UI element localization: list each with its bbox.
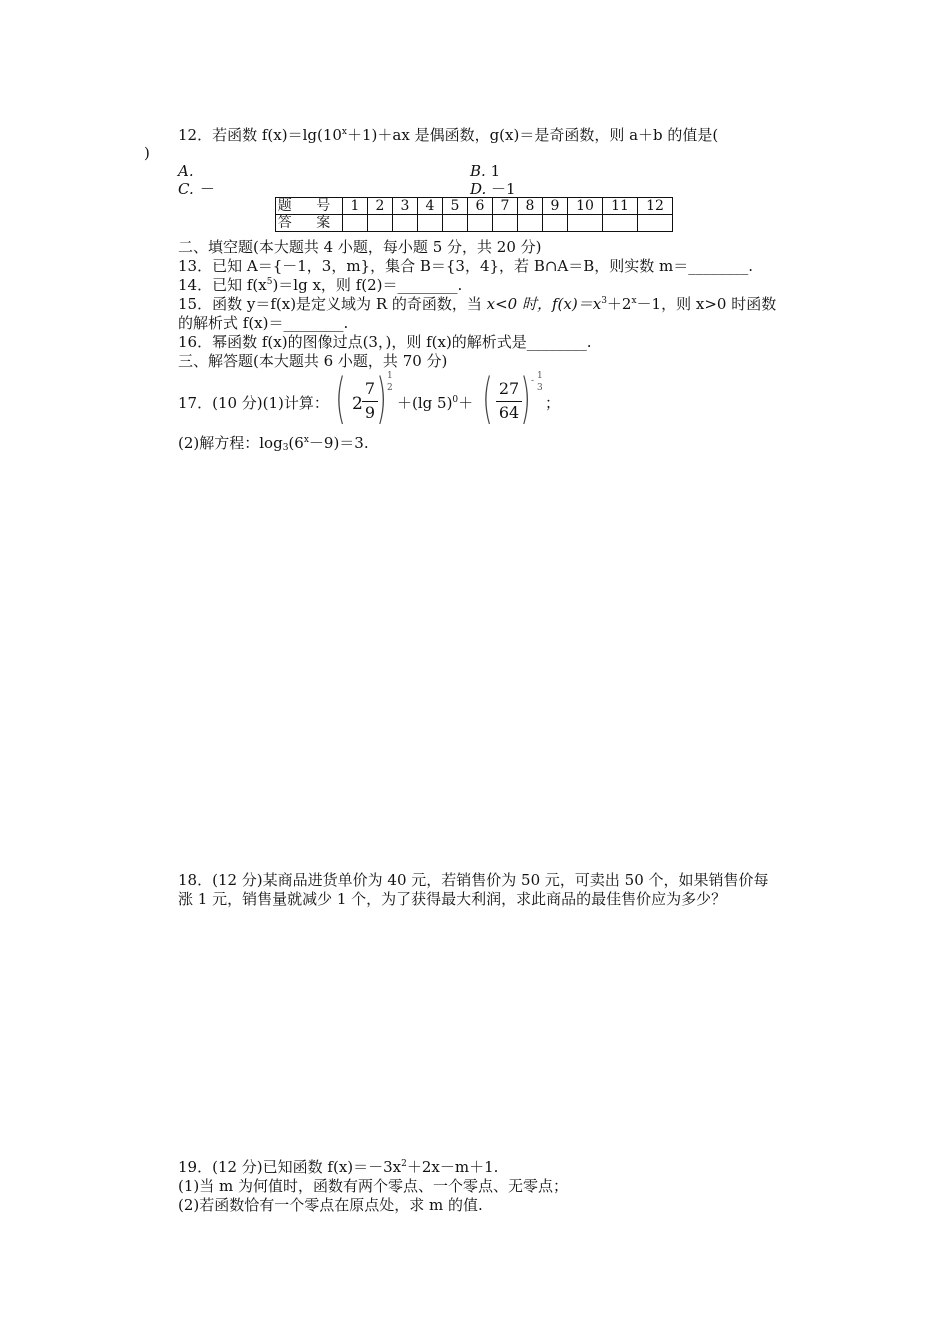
q12-option-b: B. 1 xyxy=(470,162,501,180)
fraction1-numerator: 7 xyxy=(364,379,376,398)
cell-num: 7 xyxy=(493,198,518,215)
q17-part2: (2)解方程：$\log_3(6^x-9)=3$. xyxy=(178,434,369,453)
q12-option-a: A. xyxy=(178,162,194,180)
cell-num: 12 xyxy=(638,198,673,215)
cell-num: 8 xyxy=(518,198,543,215)
q17-whole-number: 2 xyxy=(352,394,363,414)
cell-num: 4 xyxy=(418,198,443,215)
q14: 14．已知 $f(x^5)=\lg$ x，则 f(2)＝________. xyxy=(178,276,463,294)
q13: 13．已知 A＝{－1，3，m}，集合 B＝{3，4}，若 B∩A＝B，则实数 m＝________. xyxy=(178,257,754,275)
q12-line1 xyxy=(178,126,718,144)
q15-line2: 的解析式 f(x)＝________. xyxy=(178,314,349,332)
cell-num: 5 xyxy=(443,198,468,215)
fraction2-denominator: 64 xyxy=(498,403,520,422)
table-row-numbers xyxy=(276,198,673,215)
left-paren-2: ( xyxy=(482,367,493,430)
answer-cell[interactable] xyxy=(418,215,443,232)
answer-cell[interactable] xyxy=(493,215,518,232)
fraction2-numerator: 27 xyxy=(498,379,520,398)
answer-cell[interactable] xyxy=(368,215,393,232)
answer-table xyxy=(275,197,673,232)
left-paren-1: ( xyxy=(335,367,346,430)
cell-num: 11 xyxy=(603,198,638,215)
exponent1-numerator: 1 xyxy=(387,371,393,381)
exponent1-denominator: 2 xyxy=(387,383,393,393)
fraction1-denominator: 9 xyxy=(364,403,376,422)
answer-cell[interactable] xyxy=(443,215,468,232)
answer-cell[interactable] xyxy=(638,215,673,232)
right-paren-2: ) xyxy=(520,367,531,430)
exponent2-sign: - xyxy=(531,376,535,386)
exponent2-numerator: 1 xyxy=(537,371,543,381)
q17-middle: ＋(lg 5)$^0$＋ xyxy=(397,394,474,412)
answer-cell[interactable] xyxy=(603,215,638,232)
q17-intro: 17．(10 分)(1)计算： xyxy=(178,394,329,412)
answer-cell[interactable] xyxy=(568,215,603,232)
exponent2-denominator: 3 xyxy=(537,383,543,393)
cell-num: 10 xyxy=(568,198,603,215)
fraction2-bar xyxy=(496,401,522,402)
q17-tail: ； xyxy=(545,394,561,412)
cell-num: 9 xyxy=(543,198,568,215)
answer-cell[interactable] xyxy=(518,215,543,232)
row-label-number: 题 号 xyxy=(276,198,343,215)
q19-line1: 19．(12 分)已知函数 $f(x)=-3x^2+2x-m+1$. xyxy=(178,1158,499,1176)
q12-option-c: C. － xyxy=(178,180,214,198)
table-row-answers xyxy=(276,215,673,232)
section3-heading: 三、解答题(本大题共 6 小题，共 70 分) xyxy=(178,352,448,370)
q16: 16．幂函数 f(x)的图像过点(3，)，则 f(x)的解析式是________. xyxy=(178,333,592,351)
q12-close-paren: ) xyxy=(144,144,150,162)
q15-line1: 15．函数 y＝f(x)是定义域为 R 的奇函数，当 x<0 时，$f(x)=x^3+2^x-1$，则 x>0 时函数 xyxy=(178,295,777,313)
cell-num: 1 xyxy=(343,198,368,215)
q12-text-a: 12．若函数 f(x)＝lg(10 xyxy=(178,126,342,144)
q12-text-b: ＋1)＋ax 是偶函数，g(x)＝是奇函数，则 a＋b 的值是( xyxy=(347,126,719,144)
q12-option-d: D. －1 xyxy=(470,180,516,198)
answer-cell[interactable] xyxy=(393,215,418,232)
section2-heading: 二、填空题(本大题共 4 小题，每小题 5 分，共 20 分) xyxy=(178,238,542,256)
q19-line2: (1)当 m 为何值时，函数有两个零点、一个零点、无零点； xyxy=(178,1177,569,1195)
q18-line1: 18．(12 分)某商品进货单价为 40 元，若销售价为 50 元，可卖出 50 个，如果销售价每 xyxy=(178,871,769,889)
row-label-answer: 答 案 xyxy=(276,215,343,232)
q19-line3: (2)若函数恰有一个零点在原点处，求 m 的值. xyxy=(178,1196,483,1214)
cell-num: 2 xyxy=(368,198,393,215)
cell-num: 6 xyxy=(468,198,493,215)
q12-sup-x: x xyxy=(341,127,347,137)
answer-cell[interactable] xyxy=(343,215,368,232)
right-paren-1: ) xyxy=(376,367,387,430)
answer-cell[interactable] xyxy=(468,215,493,232)
cell-num: 3 xyxy=(393,198,418,215)
q18-line2: 涨 1 元，销售量就减少 1 个，为了获得最大利润，求此商品的最佳售价应为多少？ xyxy=(178,890,727,908)
answer-cell[interactable] xyxy=(543,215,568,232)
